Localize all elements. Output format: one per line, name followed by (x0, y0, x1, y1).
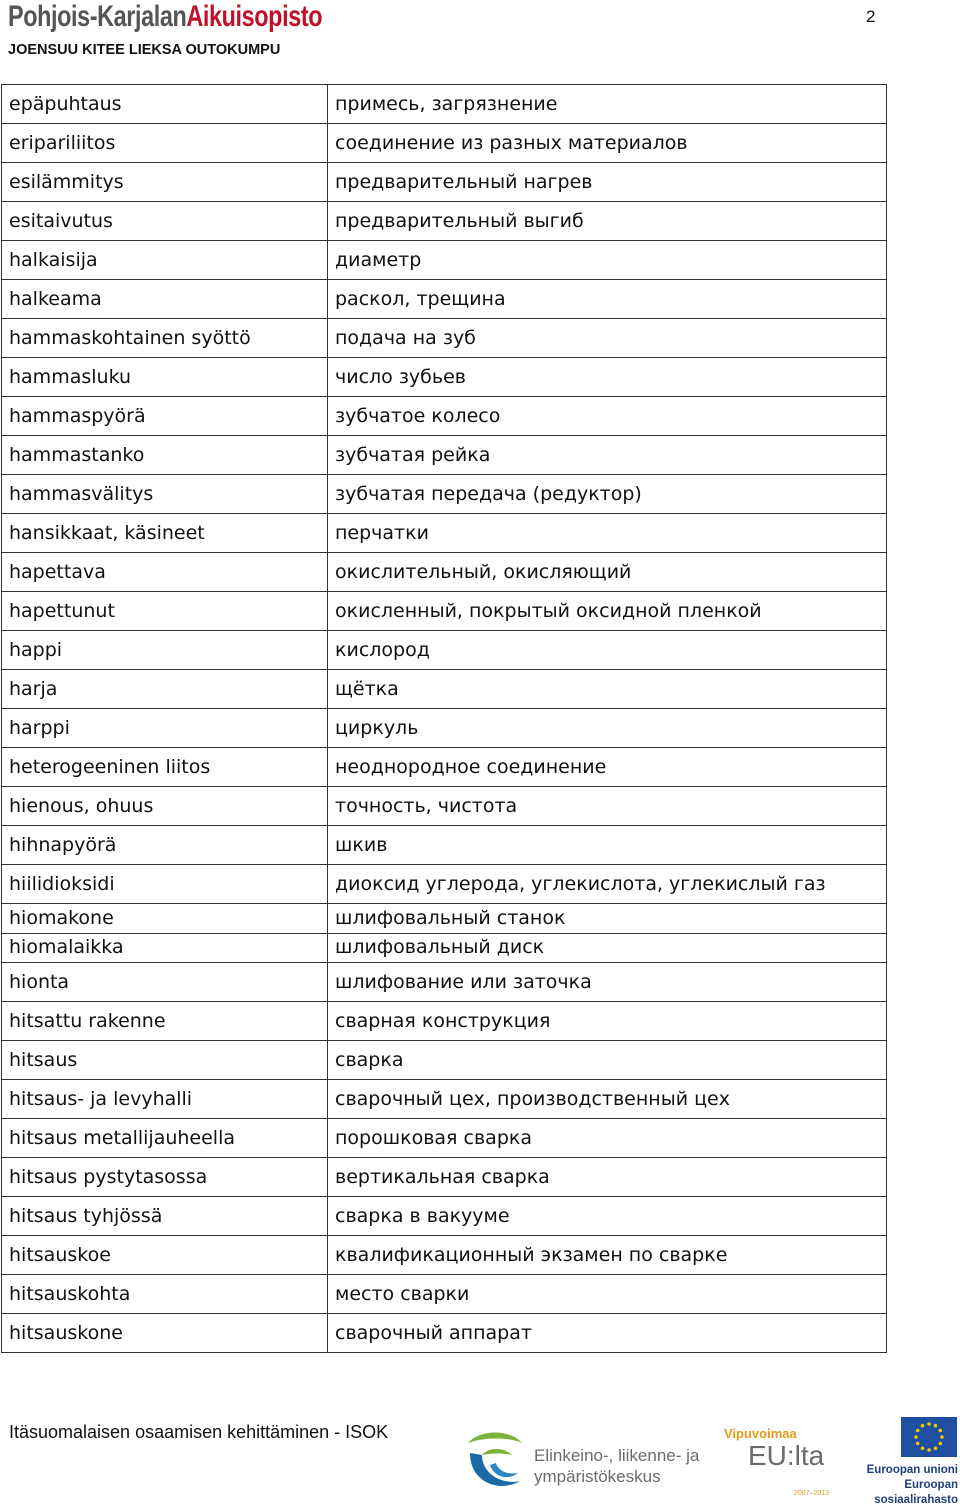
eulta-text: EU:lta (748, 1440, 825, 1471)
russian-translation: примесь, загрязнение (328, 85, 887, 124)
finnish-term: esilämmitys (2, 163, 328, 202)
table-row (2, 865, 887, 904)
russian-translation: сварка (328, 1041, 887, 1080)
eu-star-icon (934, 1424, 938, 1428)
eu-star-icon (939, 1442, 943, 1446)
finnish-term: hitsaus (2, 1041, 328, 1080)
table-row (2, 124, 887, 163)
table-row (2, 1314, 887, 1353)
footer-project-text: Itäsuomalaisen osaamisen kehittäminen - ISOK (9, 1422, 389, 1442)
finnish-term: halkeama (2, 280, 328, 319)
finnish-term: harja (2, 670, 328, 709)
ely-line-1: Elinkeino-, liikenne- ja (534, 1446, 700, 1465)
ely-line-2: ympäristökeskus (534, 1467, 661, 1486)
russian-translation: шкив (328, 826, 887, 865)
table-row (2, 787, 887, 826)
russian-translation: кислород (328, 631, 887, 670)
ely-logo (460, 1425, 720, 1495)
table-row (2, 163, 887, 202)
finnish-term: harppi (2, 709, 328, 748)
page-header (0, 0, 960, 70)
russian-translation: предварительный нагрев (328, 163, 887, 202)
russian-translation: сварка в вакууме (328, 1197, 887, 1236)
brand-logo (8, 0, 322, 34)
table-row (2, 85, 887, 124)
finnish-term: hienous, ohuus (2, 787, 328, 826)
finnish-term: hapettunut (2, 592, 328, 631)
finnish-term: hammasluku (2, 358, 328, 397)
russian-translation: шлифовальный диск (328, 933, 887, 963)
table-row (2, 319, 887, 358)
russian-translation: циркуль (328, 709, 887, 748)
eu-star-icon (927, 1448, 931, 1452)
vipuvoimaa-logo (722, 1426, 832, 1506)
locations-line: JOENSUU KITEE LIEKSA OUTOKUMPU (8, 42, 281, 58)
glossary-table (1, 84, 887, 1353)
finnish-term: hitsauskohta (2, 1275, 328, 1314)
russian-translation: предварительный выгиб (328, 202, 887, 241)
russian-translation: число зубьев (328, 358, 887, 397)
russian-translation: зубчатое колесо (328, 397, 887, 436)
table-row (2, 1158, 887, 1197)
eu-star-icon (921, 1447, 925, 1451)
table-row (2, 1275, 887, 1314)
finnish-term: hammaskohtainen syöttö (2, 319, 328, 358)
russian-translation: подача на зуб (328, 319, 887, 358)
russian-translation: точность, чистота (328, 787, 887, 826)
russian-translation: шлифовальный станок (328, 904, 887, 934)
finnish-term: hitsaus tyhjössä (2, 1197, 328, 1236)
table-row (2, 1236, 887, 1275)
finnish-term: hionta (2, 963, 328, 1002)
eu-line-1: Euroopan unioni (866, 1464, 958, 1476)
table-row (2, 241, 887, 280)
table-row (2, 1197, 887, 1236)
finnish-term: hapettava (2, 553, 328, 592)
russian-translation: неоднородное соединение (328, 748, 887, 787)
finnish-term: hiilidioksidi (2, 865, 328, 904)
table-row (2, 826, 887, 865)
russian-translation: соединение из разных материалов (328, 124, 887, 163)
table-row (2, 358, 887, 397)
page-number: 2 (866, 7, 876, 26)
eu-star-icon (934, 1447, 938, 1451)
russian-translation: вертикальная сварка (328, 1158, 887, 1197)
russian-translation: сварная конструкция (328, 1002, 887, 1041)
eu-star-icon (916, 1429, 920, 1433)
table-row (2, 202, 887, 241)
russian-translation: раскол, трещина (328, 280, 887, 319)
eu-flag-icon (901, 1417, 957, 1457)
russian-translation: сварочный аппарат (328, 1314, 887, 1353)
finnish-term: hammaspyörä (2, 397, 328, 436)
russian-translation: шлифование или заточка (328, 963, 887, 1002)
finnish-term: hammasvälitys (2, 475, 328, 514)
table-row (2, 436, 887, 475)
vipuvoimaa-text: Vipuvoimaa (724, 1426, 797, 1441)
table-row (2, 631, 887, 670)
finnish-term: halkaisija (2, 241, 328, 280)
finnish-term: eripariliitos (2, 124, 328, 163)
ely-swirl-icon (460, 1425, 530, 1495)
eu-line-2: Euroopan sosiaalirahasto (874, 1479, 958, 1506)
table-row (2, 933, 887, 963)
table-row (2, 1041, 887, 1080)
finnish-term: hitsauskoe (2, 1236, 328, 1275)
finnish-term: happi (2, 631, 328, 670)
eu-logo (833, 1417, 960, 1505)
finnish-term: hansikkaat, käsineet (2, 514, 328, 553)
finnish-term: hitsattu rakenne (2, 1002, 328, 1041)
table-row (2, 1002, 887, 1041)
years-text: 2007–2013 (794, 1490, 830, 1497)
finnish-term: hitsaus metallijauheella (2, 1119, 328, 1158)
table-row (2, 397, 887, 436)
finnish-term: hihnapyörä (2, 826, 328, 865)
finnish-term: epäpuhtaus (2, 85, 328, 124)
table-row (2, 280, 887, 319)
finnish-term: hammastanko (2, 436, 328, 475)
finnish-term: hiomalaikka (2, 933, 328, 963)
brand-name-part1: Pohjois-Karjalan (8, 0, 187, 33)
finnish-term: hitsauskone (2, 1314, 328, 1353)
table-row (2, 514, 887, 553)
russian-translation: сварочный цех, производственный цех (328, 1080, 887, 1119)
table-row (2, 709, 887, 748)
russian-translation: окислительный, окисляющий (328, 553, 887, 592)
russian-translation: перчатки (328, 514, 887, 553)
table-row (2, 475, 887, 514)
russian-translation: порошковая сварка (328, 1119, 887, 1158)
finnish-term: hitsaus- ja levyhalli (2, 1080, 328, 1119)
finnish-term: hitsaus pystytasossa (2, 1158, 328, 1197)
russian-translation: зубчатая передача (редуктор) (328, 475, 887, 514)
brand-name-part2: Aikuisopisto (186, 0, 323, 33)
finnish-term: heterogeeninen liitos (2, 748, 328, 787)
russian-translation: квалификационный экзамен по сварке (328, 1236, 887, 1275)
table-row (2, 748, 887, 787)
russian-translation: окисленный, покрытый оксидной пленкой (328, 592, 887, 631)
eu-star-icon (939, 1429, 943, 1433)
table-row (2, 963, 887, 1002)
eu-star-icon (916, 1442, 920, 1446)
finnish-term: esitaivutus (2, 202, 328, 241)
table-row (2, 553, 887, 592)
russian-translation: диаметр (328, 241, 887, 280)
table-row (2, 1080, 887, 1119)
table-row (2, 670, 887, 709)
table-row (2, 1119, 887, 1158)
eu-star-icon (921, 1424, 925, 1428)
russian-translation: место сварки (328, 1275, 887, 1314)
eu-star-icon (940, 1435, 944, 1439)
russian-translation: зубчатая рейка (328, 436, 887, 475)
table-row (2, 592, 887, 631)
eu-star-icon (927, 1422, 931, 1426)
russian-translation: диоксид углерода, углекислота, углекислый газ (328, 865, 887, 904)
russian-translation: щётка (328, 670, 887, 709)
finnish-term: hiomakone (2, 904, 328, 934)
eu-star-icon (914, 1435, 918, 1439)
table-row (2, 904, 887, 934)
